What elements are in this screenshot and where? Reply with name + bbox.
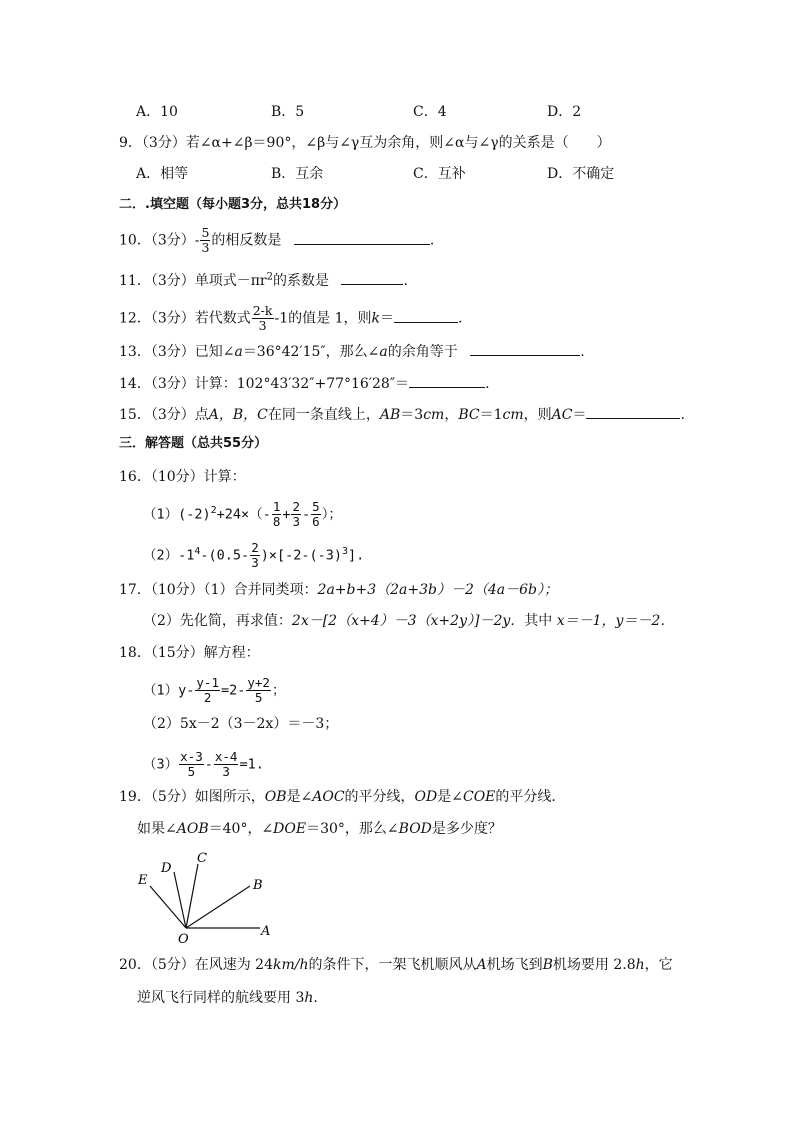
q20-l1-unit: km/h bbox=[273, 957, 309, 973]
q15 bbox=[119, 404, 685, 425]
q18-part3 bbox=[143, 750, 264, 779]
q10-suffix: 的相反数是 bbox=[211, 232, 282, 249]
q19-line1 bbox=[119, 787, 565, 807]
q19-l2-d: 是多少度？ bbox=[431, 821, 502, 837]
q16-p2-b: -(0.5- bbox=[200, 547, 250, 564]
q19-l2-a: 如果∠ bbox=[137, 821, 177, 837]
q19-l1-e: 的平分线． bbox=[495, 789, 566, 805]
q16-stem: 16．（10分）计算： bbox=[119, 469, 246, 485]
q19-l2-c: ＝30°，那么∠ bbox=[306, 821, 399, 837]
q12-answer-blank[interactable] bbox=[394, 308, 458, 323]
q16-part2 bbox=[143, 541, 364, 570]
q20-l1-e: ，它 bbox=[644, 957, 673, 973]
q15-prefix: 15．（3分）点 bbox=[119, 407, 209, 423]
q17-l2-values: x＝－1，y＝－2． bbox=[556, 613, 675, 629]
q18-p1-frac2-den: 5 bbox=[254, 690, 263, 705]
q18-p3-frac2 bbox=[214, 750, 239, 779]
q18-p1-frac2-num: y+2 bbox=[247, 675, 270, 690]
q10-numerator: 5 bbox=[201, 225, 210, 240]
q19-angle-figure bbox=[130, 846, 280, 946]
section-2-title: 二．.填空题（每小题3分，总共18分） bbox=[119, 197, 347, 212]
q13-var2: a bbox=[379, 344, 388, 360]
q13-answer-blank[interactable] bbox=[470, 341, 580, 356]
label-e: E bbox=[138, 873, 148, 888]
q20-line1 bbox=[119, 955, 673, 975]
q18-p1-frac1 bbox=[195, 676, 220, 705]
q18-p1-frac2 bbox=[246, 676, 271, 705]
q20-l1-c: 机场飞到 bbox=[486, 957, 543, 973]
q17-l2-b: 其中 bbox=[524, 613, 557, 629]
q9-stem: 9．（3分）若∠α+∠β＝90°，∠β与∠γ互为余角，则∠α与∠γ的关系是（ ） bbox=[119, 135, 611, 151]
q13-end: . bbox=[580, 344, 585, 360]
q12-denominator: 3 bbox=[258, 318, 267, 333]
q16-p2-exp2: 3 bbox=[342, 546, 349, 557]
q16-p2-exp: 4 bbox=[194, 546, 201, 557]
q15-ab-value: ＝3 bbox=[400, 407, 424, 423]
q9-option-c: C．互补 bbox=[413, 166, 466, 182]
q15-ac: AC bbox=[551, 407, 573, 423]
q11 bbox=[119, 270, 408, 291]
q17-l2-a: （2）先化简，再求值： bbox=[143, 613, 292, 629]
label-o: O bbox=[178, 932, 189, 946]
q16-p2-end: ]. bbox=[348, 547, 365, 564]
q14 bbox=[119, 373, 490, 394]
q19-l1-aoc: AOC bbox=[312, 789, 345, 805]
label-b: B bbox=[253, 878, 263, 893]
q10-answer-blank[interactable] bbox=[294, 230, 430, 245]
q10-denominator: 3 bbox=[201, 240, 210, 255]
q9-option-b: B．互余 bbox=[271, 166, 324, 182]
q8-option-d: D．2 bbox=[547, 104, 582, 120]
q20-l2-end: . bbox=[313, 990, 318, 1006]
q16-p2-frac bbox=[250, 541, 260, 570]
q15-end: . bbox=[680, 407, 685, 423]
q12-eq: ＝ bbox=[379, 310, 394, 327]
q8-option-a: A．10 bbox=[136, 104, 178, 120]
q20-l1-d: 机场要用 2.8 bbox=[552, 957, 636, 973]
q12-numerator: 2-k bbox=[252, 303, 273, 318]
q12-var: k bbox=[371, 310, 380, 327]
q11-end: . bbox=[403, 273, 408, 289]
q13-var: a bbox=[234, 344, 243, 360]
q19-l1-coe: COE bbox=[462, 789, 496, 805]
q20-l1-airport-a: A bbox=[476, 957, 487, 973]
q11-exponent: 2 bbox=[266, 271, 273, 283]
label-c: C bbox=[197, 851, 207, 866]
ray-ob bbox=[186, 886, 250, 928]
q19-l2-bod: BOD bbox=[398, 821, 432, 837]
q14-text: 14．（3分）计算：102°43′32″+77°16′28″＝ bbox=[119, 376, 410, 392]
q11-answer-blank[interactable] bbox=[341, 270, 403, 285]
q16-p1-end: ）； bbox=[321, 506, 342, 523]
q16-p1-exp: 2 bbox=[210, 505, 217, 516]
q20-l2-a: 逆风飞行同样的航线要用 3 bbox=[137, 990, 305, 1006]
q20-l2-h: h bbox=[304, 990, 314, 1006]
q17-line1 bbox=[119, 580, 558, 600]
q18-p3-end: =1. bbox=[239, 756, 264, 773]
q14-end: . bbox=[485, 376, 490, 392]
q16-p2-a: （2）-1 bbox=[143, 547, 195, 564]
q16-p1-frac1-den: 8 bbox=[272, 514, 281, 529]
q16-p1-frac2-num: 2 bbox=[292, 499, 301, 514]
q19-l1-ob: OB bbox=[264, 789, 287, 805]
q18-p3-frac2-den: 3 bbox=[222, 764, 230, 779]
q12-prefix: 12．（3分）若代数式 bbox=[119, 310, 251, 327]
q11-suffix: 的系数是 bbox=[273, 273, 329, 289]
q18-stem: 18．（15分）解方程： bbox=[119, 645, 260, 661]
q18-p1-end: ； bbox=[271, 682, 286, 699]
q18-p3-frac1 bbox=[179, 750, 204, 779]
q16-p2-frac-den: 3 bbox=[251, 555, 259, 570]
q20-l1-h: h bbox=[635, 957, 645, 973]
q16-p1-frac2 bbox=[291, 500, 301, 529]
q16-p2-frac-num: 2 bbox=[251, 540, 259, 555]
q16-part1 bbox=[143, 500, 342, 529]
q10-fraction bbox=[200, 226, 210, 255]
q17-l1-expr: 2a+b+3（2a+3b）－2（4a－6b）； bbox=[317, 582, 559, 598]
q9-option-a: A．相等 bbox=[136, 166, 189, 182]
q19-l2-aob: AOB bbox=[176, 821, 209, 837]
q17-l2-expr: 2x－[2（x+4）－3（x+2y）]－2y． bbox=[291, 613, 525, 629]
q15-cm2: cm bbox=[502, 407, 524, 423]
q18-p3-minus: - bbox=[204, 756, 213, 773]
q12-end: . bbox=[457, 310, 463, 327]
q18-p1-b: =2- bbox=[220, 682, 246, 699]
q15-eq: ＝ bbox=[572, 407, 587, 423]
q16-p1-frac3-num: 5 bbox=[312, 499, 320, 514]
q10-minus: - bbox=[194, 232, 200, 249]
q19-l1-b: 是∠ bbox=[286, 789, 313, 805]
ray-oc bbox=[186, 864, 198, 928]
q16-p1-frac3 bbox=[311, 500, 321, 529]
q19-l1-od: OD bbox=[414, 789, 438, 805]
q19-l1-a: 19．（5分）如图所示， bbox=[119, 789, 265, 805]
section-3-title: 三．解答题（总共55分） bbox=[119, 436, 268, 451]
q13 bbox=[119, 341, 585, 362]
q15-mid2: ，则 bbox=[523, 407, 552, 423]
q19-l2-doe: DOE bbox=[273, 821, 307, 837]
q20-l1-airport-b: B bbox=[542, 957, 553, 973]
q13-prefix: 13．（3分）已知∠ bbox=[119, 344, 235, 360]
q19-l1-d: 是∠ bbox=[437, 789, 463, 805]
q18-p3-a: （3） bbox=[143, 756, 179, 773]
ray-oe bbox=[150, 886, 186, 928]
q9-option-d: D．不确定 bbox=[547, 166, 615, 182]
q17-line2 bbox=[143, 611, 674, 631]
q16-p1-plus: + bbox=[282, 506, 291, 523]
q18-part1 bbox=[143, 676, 285, 705]
q17-l1-a: 17．（10分）（1）合并同类项： bbox=[119, 582, 318, 598]
q19-l1-c: 的平分线， bbox=[344, 789, 415, 805]
q8-option-b: B．5 bbox=[271, 104, 305, 120]
q15-ab: AB bbox=[379, 407, 401, 423]
q15-bc-value: ＝1 bbox=[479, 407, 503, 423]
q16-p2-c: )×[-2-(-3) bbox=[260, 547, 343, 564]
q19-l2-b: ＝40°，∠ bbox=[208, 821, 274, 837]
q18-p1-a: （1）y- bbox=[143, 682, 195, 699]
q15-bc: BC bbox=[458, 407, 480, 423]
q15-sep: ， bbox=[444, 407, 459, 423]
q10-end: . bbox=[429, 232, 435, 249]
q12-fraction bbox=[252, 304, 274, 333]
q18-p1-frac1-den: 2 bbox=[203, 690, 212, 705]
q20-l1-b: 的条件下，一架飞机顺风从 bbox=[308, 957, 477, 973]
q18-p1-frac1-num: y-1 bbox=[196, 675, 219, 690]
q18-p3-frac2-num: x-4 bbox=[214, 749, 238, 764]
q18-part2: （2）5x－2（3－2x）＝－3； bbox=[143, 716, 339, 732]
ray-od bbox=[174, 872, 186, 928]
q13-text: ＝36°42′15″，那么∠ bbox=[242, 344, 380, 360]
q20-l1-a: 20．（5分）在风速为 24 bbox=[119, 957, 273, 973]
q16-p1-b: +24×（- bbox=[216, 506, 271, 523]
q16-p1-frac2-den: 3 bbox=[292, 514, 301, 529]
q18-p3-frac1-den: 5 bbox=[187, 764, 196, 779]
q15-mid1: 在同一条直线上， bbox=[267, 407, 380, 423]
q16-p1-minus: - bbox=[302, 506, 311, 523]
label-d: D bbox=[161, 861, 172, 876]
q12-mid: -1的值是 1，则 bbox=[274, 310, 372, 327]
q18-p3-frac1-num: x-3 bbox=[180, 749, 203, 764]
q8-option-c: C．4 bbox=[413, 104, 447, 120]
q16-p1-frac1-num: 1 bbox=[272, 499, 281, 514]
q15-answer-blank[interactable] bbox=[586, 404, 680, 419]
q20-line2 bbox=[137, 988, 318, 1008]
q13-suffix: 的余角等于 bbox=[387, 344, 458, 360]
q15-points: A，B，C bbox=[208, 407, 268, 423]
q10-prefix: 10．（3分） bbox=[119, 232, 195, 249]
q14-answer-blank[interactable] bbox=[409, 373, 485, 388]
q16-p1-frac1 bbox=[272, 500, 282, 529]
label-a: A bbox=[261, 924, 271, 939]
q16-p1-a: （1）(-2) bbox=[143, 506, 211, 523]
q19-line2 bbox=[137, 819, 502, 839]
q12 bbox=[119, 304, 462, 333]
q10 bbox=[119, 226, 434, 255]
q16-p1-frac3-den: 6 bbox=[312, 514, 320, 529]
q11-prefix: 11．（3分）单项式－πr bbox=[119, 273, 267, 289]
q15-cm1: cm bbox=[423, 407, 445, 423]
